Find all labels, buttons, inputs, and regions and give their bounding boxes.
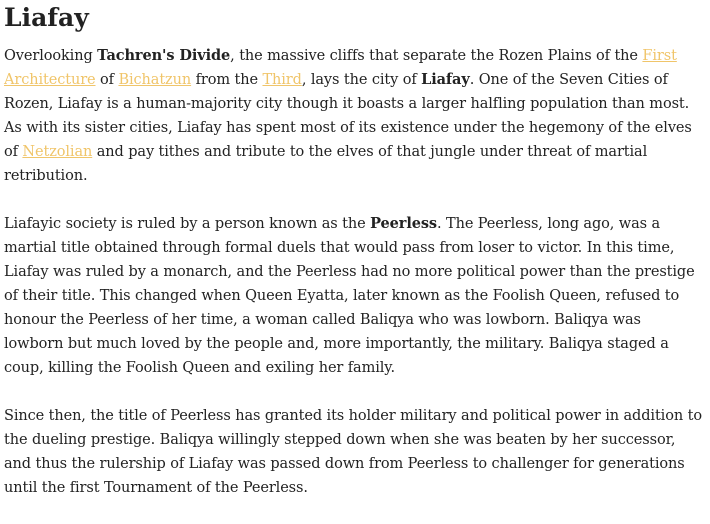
text-segment: . One of the Seven Cities of Rozen, Liafay is a human-majority city though it boasts a larger halfling population than most. As with its sister cities, Liafay has spent most of its existence under the hegemony of the elves of [4,72,692,160]
text-segment: , lays the city of [301,72,422,88]
bold-term-tachrens-divide: Tachren's Divide [97,47,231,64]
text-segment: Overlooking [4,48,98,64]
paragraph-society [4,212,704,380]
paragraph-history [4,404,704,500]
bold-term-peerless: Peerless [370,215,437,232]
text-segment: Since then, the title of Peerless has granted its holder military and political power in addition to the dueling prestige. Baliqya willingly stepped down when she was beaten by her successor, and thus the rulership of Liafay was passed down from Peerless to challenger for generations until the first Tournament of the Peerless. [4,408,702,496]
link-third[interactable]: Third [262,72,302,88]
text-segment: and pay tithes and tribute to the elves of that jungle under threat of martial retribution. [4,144,648,184]
text-segment: , the massive cliffs that separate the Rozen Plains of the [230,48,643,64]
page-title: Liafay [4,3,89,32]
link-netzolian[interactable]: Netzolian [22,144,93,160]
article [4,0,704,524]
paragraph-intro [4,44,704,188]
text-segment: . The Peerless, long ago, was a martial title obtained through formal duels that would pass from loser to victor. In this time, Liafay was ruled by a monarch, and the Peerless had no more political power than the prestige of their title. This changed when Queen Eyatta, later known as the Foolish Queen, refused to honour the Peerless of her time, a woman called Baliqya who was lowborn. Baliqya was lowborn but much loved by the people and, more importantly, the military. Baliqya staged a coup, killing the Foolish Queen and exiling her family. [4,216,695,376]
text-segment: from the [191,72,263,88]
link-first-architecture[interactable]: First Architecture [4,48,677,88]
text-segment: of [95,72,119,88]
text-segment: Liafayic society is ruled by a person known as the [4,216,371,232]
bold-term-liafay: Liafay [421,71,470,88]
link-bichatzun[interactable]: Bichatzun [118,72,192,88]
